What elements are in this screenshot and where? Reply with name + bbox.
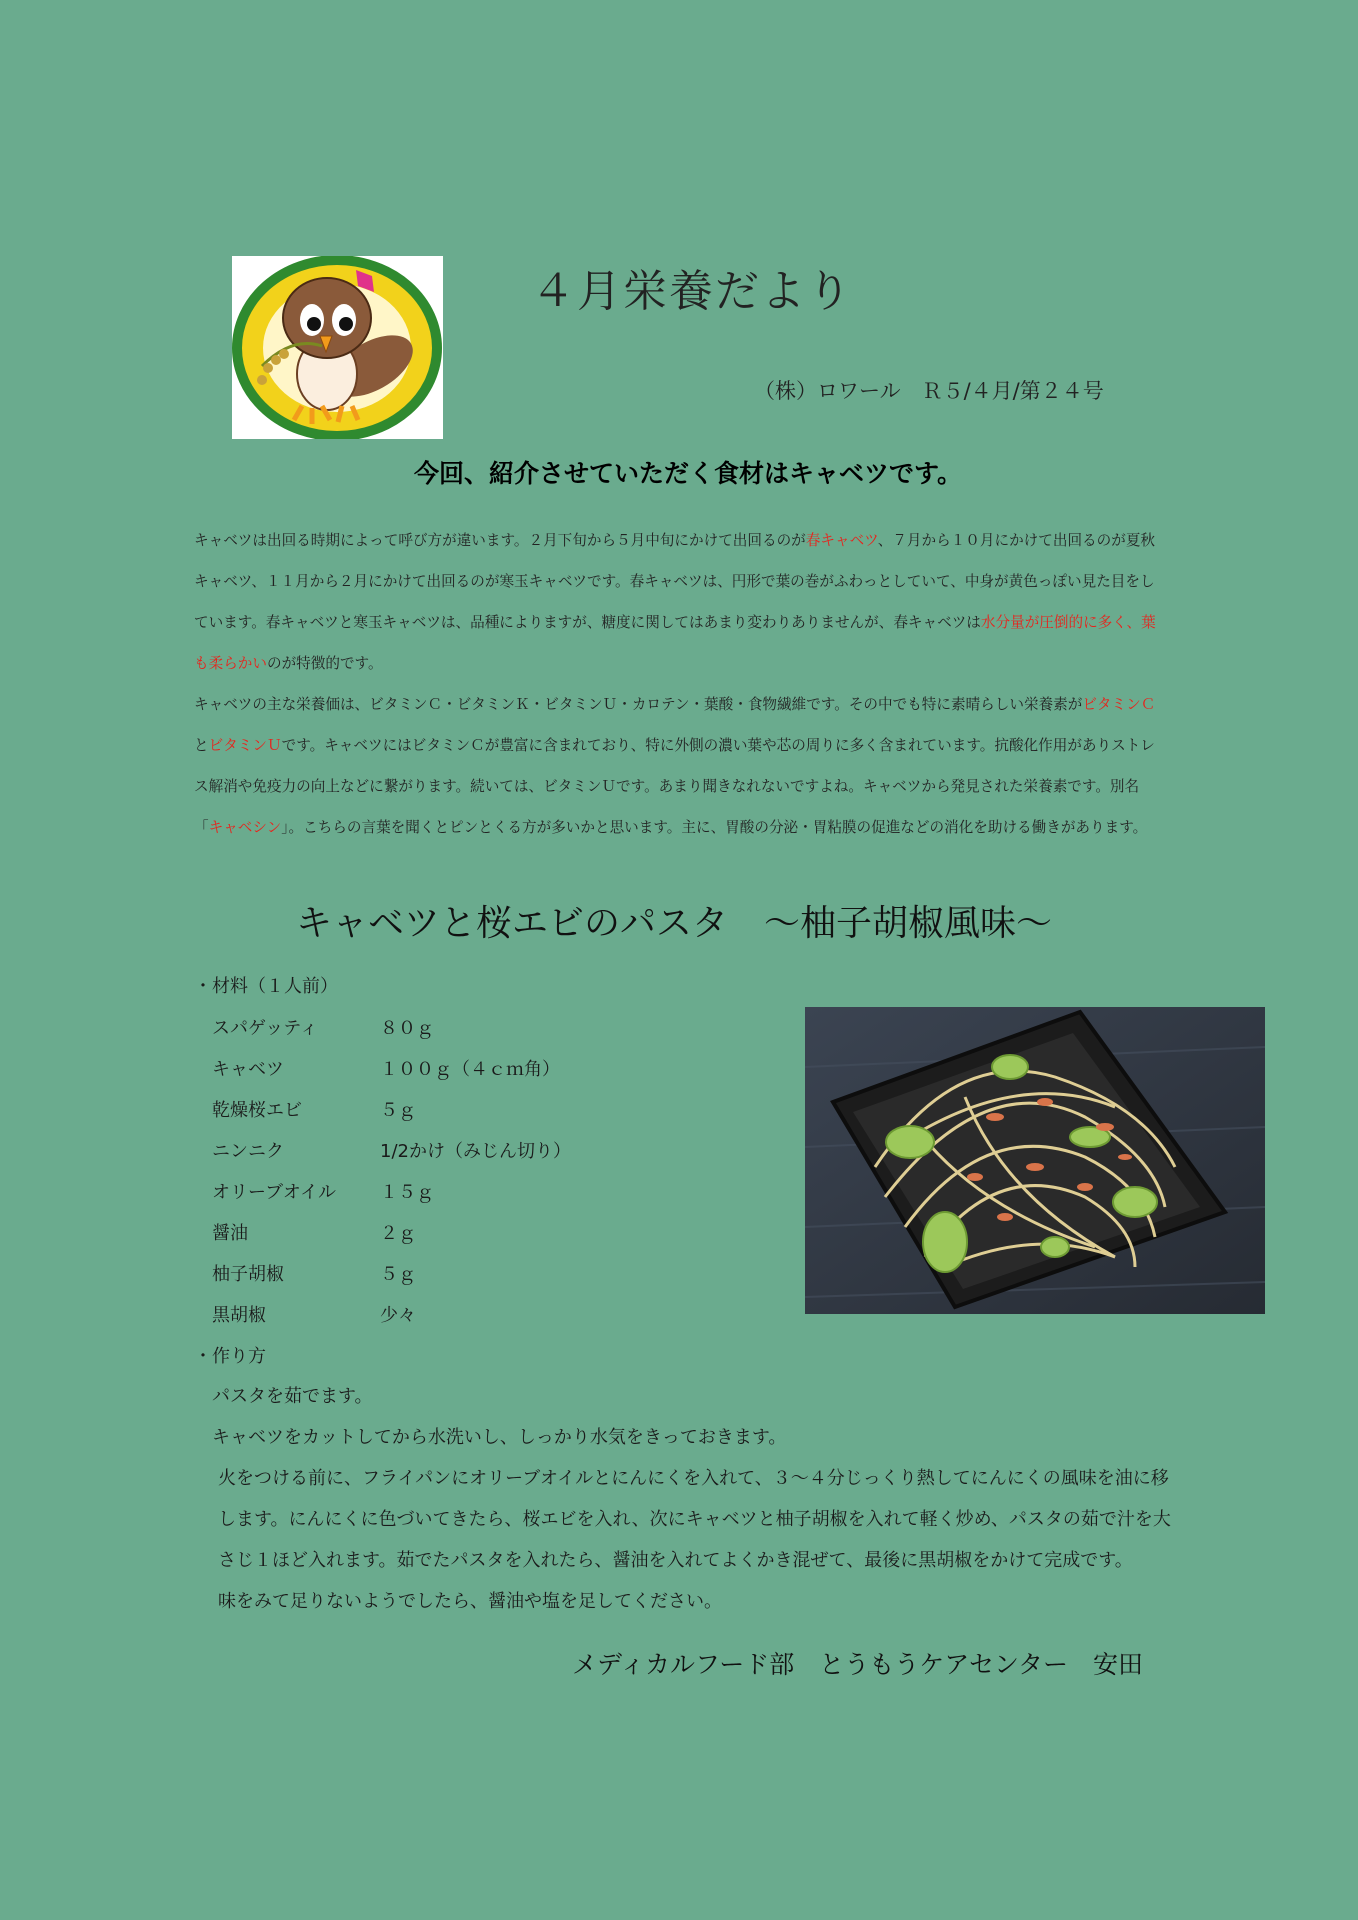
highlight-text: 春キャベツ [805, 532, 878, 549]
recipe-title: キャベツと桜エビのパスタ ～柚子胡椒風味～ [295, 903, 1052, 944]
ingredient-name: 柚子胡椒 [212, 1264, 284, 1285]
text-run: のが特徴的です。 [266, 655, 383, 672]
page-title: ４月栄養だより [531, 266, 853, 317]
ingredient-qty: ８０ｇ [380, 1018, 434, 1039]
method-step: キャベツをカットしてから水洗いし、しっかり水気をきっておきます。 [212, 1427, 787, 1448]
ingredient-row [212, 1178, 434, 1204]
ingredient-qty: ２ｇ [380, 1223, 416, 1244]
ingredient-name: キャベツ [212, 1059, 284, 1080]
method-heading: ・作り方 [194, 1346, 266, 1367]
publisher-issue: （株）ロワール Ｒ５/４月/第２４号 [754, 379, 1104, 403]
highlight-text: ビタミンＣ [1082, 696, 1156, 713]
method-step: 味をみて足りないようでしたら、醤油や塩を足してください。 [218, 1591, 722, 1612]
ingredient-row [212, 1014, 434, 1040]
ingredient-row [212, 1096, 416, 1122]
ingredient-row [212, 1137, 571, 1163]
feature-headline: 今回、紹介させていただく食材はキャベツです。 [413, 459, 962, 488]
author-credit: メディカルフード部 とうもうケアセンター 安田 [572, 1650, 1144, 1679]
ingredient-qty: １００ｇ（４ｃｍ角） [380, 1059, 560, 1080]
article-paragraph-2 [194, 684, 1166, 848]
highlight-text: キャベシン [208, 819, 282, 836]
ingredient-row [212, 1219, 416, 1245]
pasta-photo [805, 1007, 1265, 1314]
ingredient-name: オリーブオイル [212, 1182, 337, 1203]
article-body [194, 520, 1166, 848]
ingredient-name: 乾燥桜エビ [212, 1100, 302, 1121]
article-paragraph-1 [194, 520, 1166, 684]
ingredient-name: 醤油 [212, 1223, 248, 1244]
highlight-text: ビタミンＵ [208, 737, 282, 754]
ingredient-qty: １５ｇ [380, 1182, 434, 1203]
ingredient-row [212, 1055, 560, 1081]
ingredient-row [212, 1301, 416, 1327]
ingredient-qty: ５ｇ [380, 1100, 416, 1121]
method-step: パスタを茹でます。 [212, 1386, 373, 1407]
ingredients-heading: ・材料（１人前） [194, 976, 338, 997]
text-run: 」。こちらの言葉を聞くとピンとくる方が多いかと思います。主に、胃酸の分泌・胃粘膜の促進などの消化を助ける働きがあります。 [281, 819, 1148, 836]
text-run: と [194, 737, 209, 754]
ingredient-row [212, 1260, 416, 1286]
method-steps [212, 1376, 1172, 1622]
ingredient-qty: 少々 [380, 1305, 416, 1326]
highlight-text: 水分量が圧倒的に多く、葉も柔らかい [194, 614, 1156, 672]
text-run: 、７月から１０月にかけて出回るのが夏秋キャベツ、１１月から２月にかけて出回るのが寒玉キャベツです。春キャベツは、円形で葉の巻がふわっとしていて、中身が黄色っぽい見た目をしています。春キャベツと寒玉キャベツは、品種によりますが、糖度に関してはあまり変わりありませんが、春キャベツは [194, 532, 1156, 631]
text-run: キャベツは出回る時期によって呼び方が違います。２月下旬から５月中旬にかけて出回るのが [194, 532, 806, 549]
ingredient-name: 黒胡椒 [212, 1305, 266, 1326]
text-run: です。キャベツにはビタミンＣが豊富に含まれており、特に外側の濃い葉や芯の周りに多く含まれています。抗酸化作用がありストレス解消や免疫力の向上などに繋がります。続いては、ビタミンＵです。あまり聞きなれないですよね。キャベツから発見された栄養素です。別名「 [194, 737, 1155, 836]
ingredient-name: スパゲッティ [212, 1018, 318, 1039]
ingredient-qty: 1/2かけ（みじん切り） [380, 1141, 571, 1162]
method-step: 火をつける前に、フライパンにオリーブオイルとにんにくを入れて、３～４分じっくり熱してにんにくの風味を油に移します。にんにくに色づいてきたら、桜エビを入れ、次にキャベツと柚子胡椒を入れて軽く炒め、パスタの茹で汁を大さじ１ほど入れます。茹でたパスタを入れたら、醤油を入れてよくかき混ぜて、最後に黒胡椒をかけて完成です。 [218, 1468, 1171, 1571]
ingredient-name: ニンニク [212, 1141, 284, 1162]
ingredient-qty: ５ｇ [380, 1264, 416, 1285]
text-run: キャベツの主な栄養価は、ビタミンＣ・ビタミンＫ・ビタミンＵ・カロテン・葉酸・食物繊維です。その中でも特に素晴らしい栄養素が [194, 696, 1083, 713]
